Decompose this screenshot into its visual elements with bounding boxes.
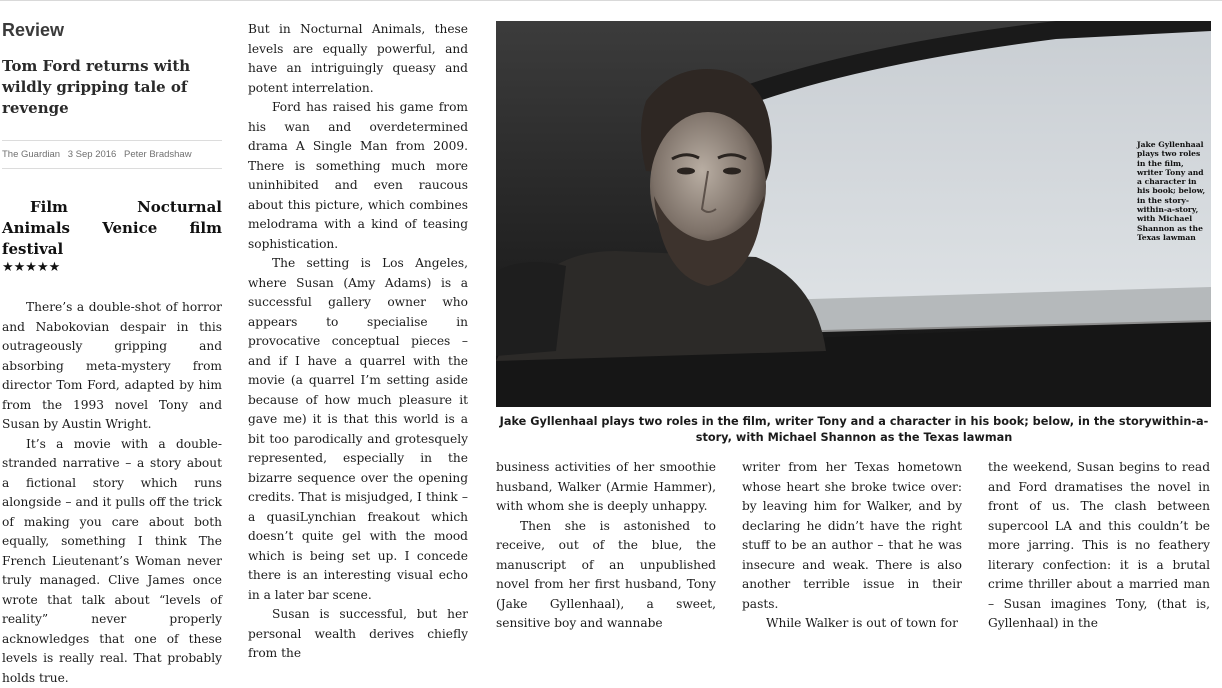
body-text (496, 458, 716, 634)
column-3 (496, 458, 716, 634)
body-text (742, 458, 962, 634)
paragraph: Then she is astonished to receive, out of the blue, the manuscript of an unpublished novel from her first husband, Tony (Jake Gyllenhaal), a sweet, sensitive boy and wannabe (496, 517, 716, 634)
photo-illustration (496, 21, 1211, 407)
paragraph: business activities of her smoothie husband, Walker (Armie Hammer), with whom she is deeply unhappy. (496, 458, 716, 517)
paragraph: The setting is Los Angeles, where Susan (Amy Adams) is a successful gallery owner who appears to specialise in provocative conceptual pieces – and if I have a quarrel with the movie (a quarrel I’m setting aside because of how much pleasure it gave me) it is that this world is a bit too parodically and grotesquely represented, especially in the bizarre sequence over the opening credits. That is misjudged, I think – a quasiLynchian freakout which doesn’t quite gel with the mood which is being set up. I concede there is an interesting visual echo in a later bar scene. (248, 254, 468, 605)
top-rule (0, 0, 1222, 1)
column-5 (988, 458, 1210, 634)
column-4 (742, 458, 962, 634)
paragraph: But in Nocturnal Animals, these levels are equally powerful, and have an intriguingly queasy and potent interrelation. (248, 20, 468, 98)
photo-side-caption: Jake Gyllenhaal plays two roles in the film, writer Tony and a character in his book; below, in the story-within-a-story, with Michael Shannon as the Texas lawman (1137, 140, 1207, 242)
publish-date: 3 Sep 2016 (68, 149, 117, 160)
body-text (248, 20, 468, 664)
byline (2, 140, 222, 169)
rating-title: Film Nocturnal Animals Venice film festival (2, 197, 222, 260)
article-photo (496, 21, 1211, 407)
column-1 (2, 14, 222, 688)
headline: Tom Ford returns with wildly gripping tale of revenge (2, 56, 222, 119)
column-2 (248, 20, 468, 664)
body-text (988, 458, 1210, 634)
source-name: The Guardian (2, 149, 60, 160)
paragraph: writer from her Texas hometown whose heart she broke twice over: by leaving him for Walker, and by declaring he didn’t have the right stuff to be an author – that he was insecure and weak. There is also another terrible issue in their pasts. (742, 458, 962, 614)
author-name: Peter Bradshaw (124, 149, 192, 160)
paragraph: Susan is successful, but her personal wealth derives chiefly from the (248, 605, 468, 664)
paragraph: There’s a double-shot of horror and Nabokovian despair in this outrageously gripping and absorbing meta-mystery from director Tom Ford, adapted by him from the 1993 novel Tony and Susan by Austin Wright. (2, 298, 222, 435)
paragraph: It’s a movie with a double-stranded narrative – a story about a fictional story which runs alongside – and it pulls off the trick of making you care about both equally, something I think The French Lieutenant’s Woman never truly managed. Clive James once wrote that talk about “levels of reality” never properly acknowledges that one of these levels is really real. That probably holds true. (2, 435, 222, 688)
section-label: Review (2, 14, 222, 46)
paragraph: While Walker is out of town for (742, 614, 962, 634)
body-text (2, 298, 222, 688)
photo-caption: Jake Gyllenhaal plays two roles in the film, writer Tony and a character in his book; below, in the storywithin-a-story, with Michael Shannon as the Texas lawman (498, 414, 1210, 446)
paragraph: Ford has raised his game from his wan and overdetermined drama A Single Man from 2009. There is something much more uninhibited and even raucous about this picture, which combines melodrama with a kind of teasing sophistication. (248, 98, 468, 254)
star-rating: ★★★★★ (2, 260, 222, 276)
paragraph: the weekend, Susan begins to read and Ford dramatises the novel in front of us. The clash between supercool LA and this couldn’t be more jarring. This is no feathery literary confection: it is a brutal crime thriller about a married man – Susan imagines Tony, (that is, Gyllenhaal) in the (988, 458, 1210, 634)
